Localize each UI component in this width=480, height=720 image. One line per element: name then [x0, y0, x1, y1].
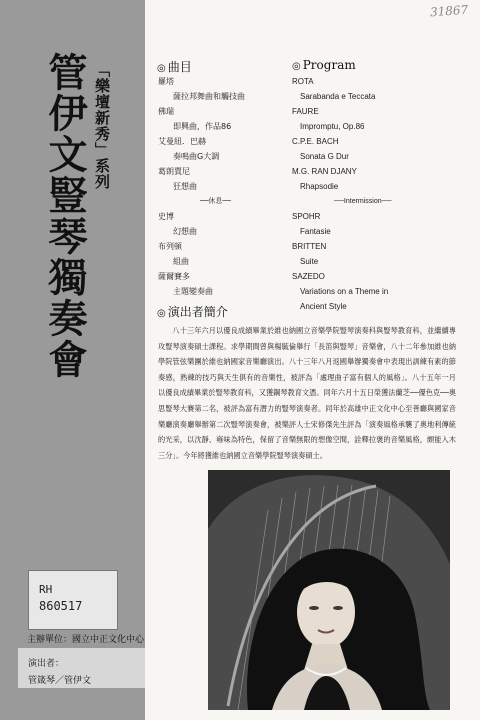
- composer-name-en: SAZEDO: [292, 272, 325, 281]
- program-list-chinese: [158, 74, 283, 314]
- work-title-en: Ancient Style: [300, 302, 347, 311]
- composer-name-cn: 艾曼紐．巴赫: [158, 137, 206, 146]
- recital-title: 管伊文豎琴獨奏會: [42, 52, 88, 380]
- work-title-en: Rhapsodie: [300, 182, 339, 191]
- work-title-cn: 奏鳴曲G大調: [173, 152, 220, 161]
- work-title-cn: 狂想曲: [173, 182, 197, 191]
- harpist-photo: [208, 470, 450, 710]
- work-title-cn: 組曲: [173, 257, 189, 266]
- work-title-cn: 即興曲，作品86: [173, 122, 232, 131]
- section-marker-icon: ◎: [292, 61, 301, 72]
- library-call-number-label: [28, 570, 118, 630]
- work-title-en: Variations on a Theme in: [300, 287, 389, 296]
- composer-name-en: M.G. RAN DJANY: [292, 167, 357, 176]
- organizer-line: 主辦單位：國立中正文化中心: [27, 635, 145, 645]
- section-marker-icon: ◎: [157, 308, 166, 319]
- performer-heading: ◎ 演出者簡介: [157, 305, 228, 319]
- work-title-en: Fantasie: [300, 227, 331, 236]
- work-title-en: Sarabanda e Teccata: [300, 92, 376, 101]
- work-title-cn: 幻想曲: [173, 227, 197, 236]
- composer-name-cn: 薩爾賽多: [158, 272, 190, 281]
- composer-name-cn: 羅塔: [158, 77, 174, 86]
- intermission-label-en: ──Intermission──: [334, 198, 392, 205]
- work-title-cn: 主題變奏曲: [173, 287, 213, 296]
- intermission-label-cn: ──休息──: [200, 197, 231, 205]
- series-caption: 「樂壇新秀」系列: [93, 62, 111, 190]
- work-title-cn: 薩拉邦舞曲和觸技曲: [173, 92, 245, 101]
- program-list-english: [292, 74, 472, 314]
- section-marker-icon: ◎: [157, 63, 166, 74]
- composer-name-en: ROTA: [292, 77, 314, 86]
- composer-name-en: SPOHR: [292, 212, 321, 221]
- performer-names: 管箴琴／管伊文: [28, 676, 92, 686]
- program-heading-en: ◎ Program: [292, 58, 356, 72]
- program-heading-cn: ◎ 曲目: [157, 60, 192, 74]
- composer-name-en: FAURE: [292, 107, 319, 116]
- composer-name-en: C.P.E. BACH: [292, 137, 339, 146]
- work-title-en: Suite: [300, 257, 319, 266]
- harpist-portrait-image: [208, 470, 450, 710]
- call-number-line-1: RH: [39, 583, 53, 596]
- composer-name-cn: 葛朗賈尼: [158, 167, 190, 176]
- handwritten-note: 31867: [429, 2, 469, 20]
- composer-name-cn: 佛瑞: [158, 107, 174, 116]
- composer-name-en: BRITTEN: [292, 242, 327, 251]
- call-number-line-2: 860517: [39, 599, 83, 613]
- sidebar-panel: [0, 0, 145, 720]
- performer-bio: 八十三年六月以優良成績畢業於維也納國立音樂學院豎琴演奏科與豎琴教育科，並繼續專攻豎琴演奏碩士課程。求學期間曾與楊毓倫舉行「長笛與豎琴」音樂會，八十二年參加維也納學院管弦樂團於維也納國家音樂廳演出。八十三年八月返國舉辦獨奏會中表現出訓練有素的節奏感，熟練的技巧與天生俱有的音樂性，被評為「處理曲子富有個人的風格」。八十五年一月以優良成績畢業於豎琴教育科，又獲鋼琴教育文憑。同年六月十五日榮獲法蘭芝──優色克──奧思豎琴大賽第二名，被評為富有潛力的豎琴演奏者。同年於高雄中正文化中心至善廳與國家音樂廳演奏廳舉辦第二次豎琴演奏會，被樂評人士宋修傑先生評為「演奏風格承襲了奧地利傳統的光采，以沈靜、雍味為特色，保留了音樂無限的想像空間，詮釋拉褒的音樂風格，頗能入木三分」。今年將獲維也納國立音樂學院豎琴演奏碩士。: [158, 326, 456, 460]
- composer-name-cn: 史博: [158, 212, 174, 221]
- composer-name-cn: 布列頓: [158, 242, 182, 251]
- work-title-en: Sonata G Dur: [300, 152, 349, 161]
- work-title-en: Impromptu, Op.86: [300, 122, 365, 131]
- performer-label: 演出者：: [28, 659, 65, 669]
